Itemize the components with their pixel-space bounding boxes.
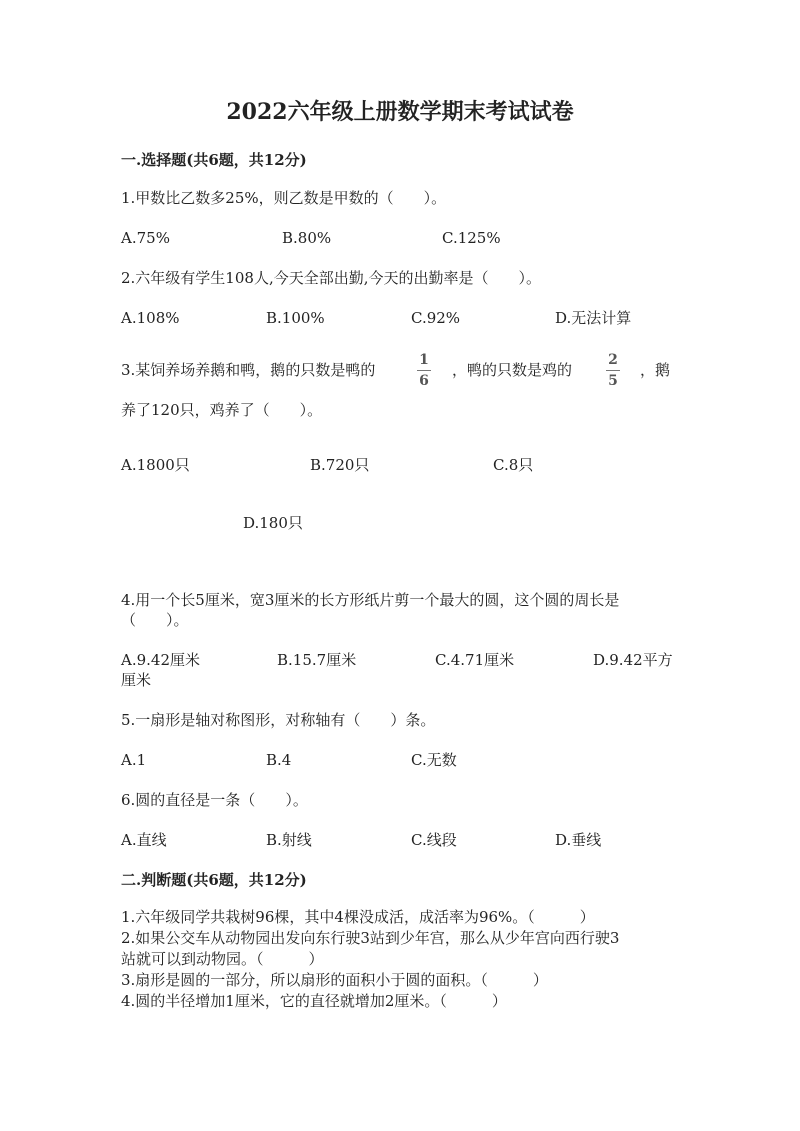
q3-option-c: C.8只 <box>493 456 534 474</box>
q3-option-b: B.720只 <box>310 456 370 474</box>
fraction-bar <box>417 370 431 371</box>
q3-fraction-2-numerator: 2 <box>608 352 618 368</box>
q4-option-d: D.9.42平方 <box>593 651 673 669</box>
section1-heading: 一.选择题(共6题，共12分) <box>121 151 307 169</box>
judge-item-2-continued: 站就可以到动物园。（ ） <box>121 950 324 968</box>
q6-option-a: A.直线 <box>121 831 167 849</box>
section2-heading: 二.判断题(共6题，共12分) <box>121 871 307 889</box>
q3-option-a: A.1800只 <box>121 456 190 474</box>
q1-option-a: A.75% <box>121 229 170 247</box>
q6-option-d: D.垂线 <box>555 831 602 849</box>
judge-item-1: 1.六年级同学共栽树96棵，其中4棵没成活，成活率为96%。（ ） <box>121 908 595 926</box>
q5-option-a: A.1 <box>121 751 147 769</box>
judge-item-4: 4.圆的半径增加1厘米，它的直径就增加2厘米。（ ） <box>121 992 507 1010</box>
q4-option-a: A.9.42厘米 <box>121 651 200 669</box>
q5-option-b: B.4 <box>266 751 292 769</box>
q4-option-c: C.4.71厘米 <box>435 651 515 669</box>
q3-fraction-1 <box>415 352 433 389</box>
judge-item-2: 2.如果公交车从动物园出发向东行驶3站到少年宫，那么从少年宫向西行驶3 <box>121 929 620 947</box>
q3-option-d: D.180只 <box>243 514 303 532</box>
q4-text-line1: 4.用一个长5厘米，宽3厘米的长方形纸片剪一个最大的圆，这个圆的周长是 <box>121 591 620 609</box>
q3-fraction-1-denominator: 6 <box>419 373 429 389</box>
judge-item-3: 3.扇形是圆的一部分，所以扇形的面积小于圆的面积。（ ） <box>121 971 548 989</box>
q1-option-b: B.80% <box>282 229 332 247</box>
q3-text-part1: 3.某饲养场养鹅和鸭，鹅的只数是鸭的 <box>121 361 376 379</box>
q3-text-part2: ，鸭的只数是鸡的 <box>452 361 573 379</box>
q2-text: 2.六年级有学生108人,今天全部出勤,今天的出勤率是（ ）。 <box>121 269 541 287</box>
q3-text-line2: 养了120只，鸡养了（ ）。 <box>121 401 323 419</box>
q5-option-c: C.无数 <box>411 751 457 769</box>
q3-fraction-1-numerator: 1 <box>419 352 429 368</box>
q2-option-b: B.100% <box>266 309 325 327</box>
q2-option-d: D.无法计算 <box>555 309 632 327</box>
q4-option-d-continued: 厘米 <box>121 671 152 689</box>
fraction-bar <box>606 370 620 371</box>
exam-title: 2022六年级上册数学期末考试试卷 <box>226 99 574 125</box>
q4-text-line2: （ ）。 <box>121 611 189 629</box>
q3-text-part3: ，鹅 <box>640 361 671 379</box>
q3-fraction-2-denominator: 5 <box>608 373 618 389</box>
q2-option-a: A.108% <box>121 309 180 327</box>
q1-text: 1.甲数比乙数多25%，则乙数是甲数的（ ）。 <box>121 189 447 207</box>
q6-option-b: B.射线 <box>266 831 312 849</box>
q6-option-c: C.线段 <box>411 831 457 849</box>
q2-option-c: C.92% <box>411 309 461 327</box>
q6-text: 6.圆的直径是一条（ ）。 <box>121 791 308 809</box>
q1-option-c: C.125% <box>442 229 501 247</box>
q4-option-b: B.15.7厘米 <box>277 651 357 669</box>
q3-fraction-2 <box>604 352 622 389</box>
q5-text: 5.一扇形是轴对称图形，对称轴有（ ）条。 <box>121 711 436 729</box>
